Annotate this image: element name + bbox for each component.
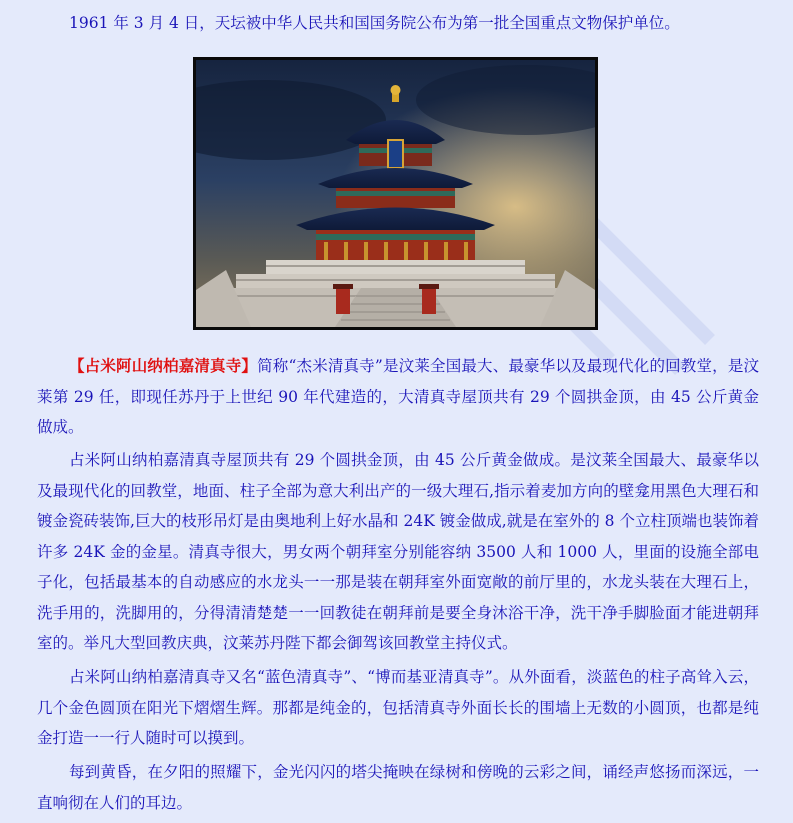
paragraph-mosque-details: 占米阿山纳柏嘉清真寺屋顶共有 29 个圆拱金顶，由 45 公斤黄金做成。是汶莱全国最大、最豪华以及最现代化的回教堂，地面、柱子全部为意大利出产的一级大理石,指示着麦加方向的壁龛用黑色大理石和镀金瓷砖装饰,巨大的枝形吊灯是由奥地利上好水晶和 24K 镀金做成,就是在室外的 8 个立柱顶端也装饰着许多 24K 金的金星。清真寺很大，男女两个朝拜室分别能容纳 3500 人和 1000 人，里面的设施全部电子化，包括最基本的自动感应的水龙头一一那是装在朝拜室外面宽敞的前厅里的，水龙头装在大理石上，洗手用的，洗脚用的，分得清清楚楚一一回教徒在朝拜前是要全身沐浴干净，洗干净手脚脸面才能进朝拜室的。举凡大型回教庆典，汶莱苏丹陛下都会御驾该回教堂主持仪式。 <box>37 451 759 652</box>
paragraph-blue-mosque: 占米阿山纳柏嘉清真寺又名“蓝色清真寺”、“博而基亚清真寺”。从外面看，淡蓝色的柱子高耸入云，几个金色圆顶在阳光下熠熠生辉。那都是纯金的，包括清真寺外面长长的围墙上无数的小圆顶，也都是纯金打造一一行人随时可以摸到。 <box>37 668 759 747</box>
intro-paragraph: 1961 年 3 月 4 日，天坛被中华人民共和国国务院公布为第一批全国重点文物保护单位。 <box>69 14 680 32</box>
paragraph-mosque-intro-text: 简称“杰米清真寺”是汶莱全国最大、最豪华以及最现代化的回教堂，是汶莱第 29 任，即现任苏丹于上世纪 90 年代建造的，大清真寺屋顶共有 29 个圆拱金顶，由 45 公斤黄金做成。 <box>37 357 759 436</box>
paragraph-mosque-intro <box>37 351 759 443</box>
temple-image <box>196 60 595 327</box>
paragraph-dusk: 每到黄昏，在夕阳的照耀下，金光闪闪的塔尖掩映在绿树和傍晚的云彩之间，诵经声悠扬而深远，一直响彻在人们的耳边。 <box>37 763 759 812</box>
mosque-name-tag: 【占米阿山纳柏嘉清真寺】 <box>69 356 258 375</box>
temple-photo <box>193 57 598 330</box>
